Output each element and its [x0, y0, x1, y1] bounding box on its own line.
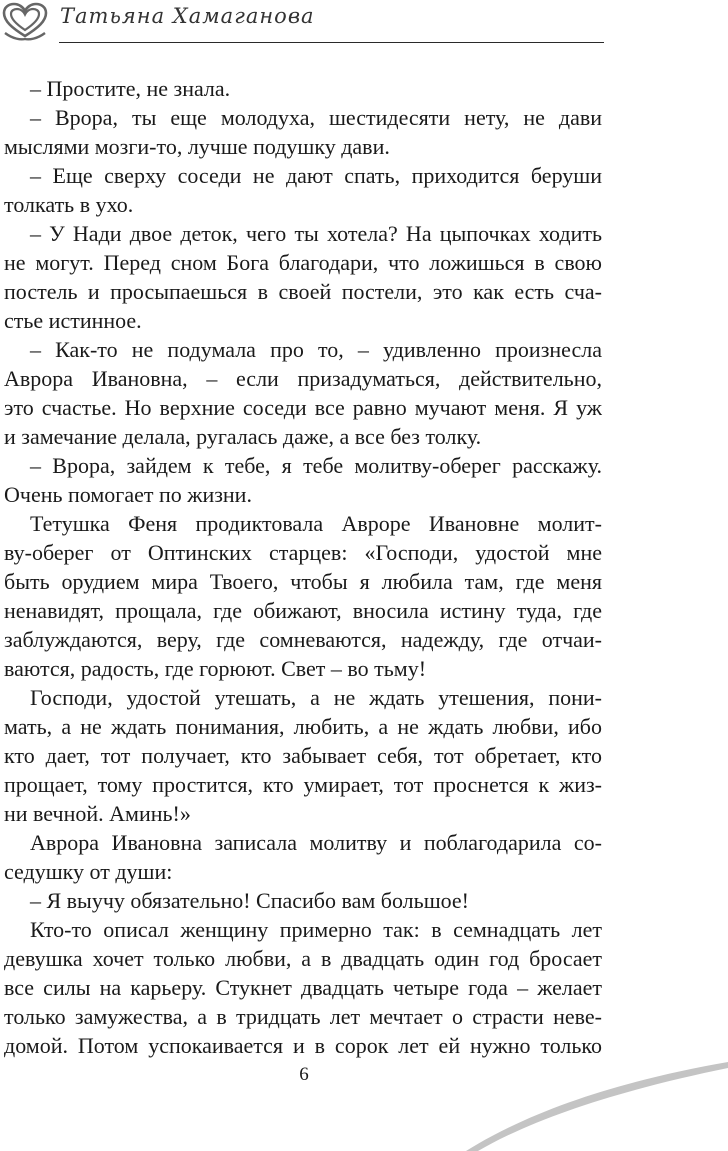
text-line: прощает, тому простится, кто умирает, тот проснется к жиз-	[4, 772, 602, 797]
text-line: это счастье. Но верхние соседи все равно мучают меня. Я уж	[4, 395, 602, 420]
text-line: стье истинное.	[4, 308, 142, 333]
text-line: и замечание делала, ругалась даже, а все без толку.	[4, 424, 482, 449]
text-line: ненавидят, прощала, где обижают, вносила истину туда, где	[4, 598, 602, 623]
text-line: мать, а не ждать понимания, любить, а не ждать любви, ибо	[4, 714, 602, 739]
text-line: заблуждаются, веру, где сомневаются, надежду, где отчаи-	[4, 627, 602, 652]
text-line: Кто-то описал женщину примерно так: в семнадцать лет	[30, 917, 602, 942]
text-line: быть орудием мира Твоего, чтобы я любила там, где меня	[4, 569, 602, 594]
text-line: Очень помогает по жизни.	[4, 482, 252, 507]
text-line: ни вечной. Аминь!»	[4, 801, 191, 826]
text-line: ваются, радость, где горюют. Свет – во тьму!	[4, 656, 427, 681]
text-line: постель и просыпаешься в своей постели, это как есть сча-	[4, 279, 602, 304]
text-line: кто дает, тот получает, кто забывает себя, тот обретает, кто	[4, 743, 602, 768]
text-line: Господи, удостой утешать, а не ждать утешения, пони-	[30, 685, 602, 710]
text-line: – Еще сверху соседи не дают спать, приходится беруши	[30, 163, 602, 188]
text-line: Тетушка Феня продиктовала Авроре Ивановне молит-	[30, 511, 602, 536]
text-line: только замужества, а в тридцать лет мечтает о страсти неве-	[4, 1004, 602, 1029]
text-line: девушка хочет только любви, а в двадцать один год бросает	[4, 946, 602, 971]
text-line: не могут. Перед сном Бога благодари, что ложишься в свою	[4, 250, 602, 275]
text-line: седушку от души:	[4, 859, 173, 884]
text-line: – У Нади двое деток, чего ты хотела? На цыпочках ходить	[30, 221, 602, 246]
text-line: все силы на карьеру. Стукнет двадцать четыре года – желает	[4, 975, 602, 1000]
text-line: домой. Потом успокаивается и в сорок лет ей нужно только	[4, 1033, 602, 1058]
text-line: Аврора Ивановна, – если призадуматься, действительно,	[4, 366, 602, 391]
text-line: – Врора, ты еще молодуха, шестидесяти нету, не дави	[30, 105, 602, 130]
text-line: ву-оберег от Оптинских старцев: «Господи, удостой мне	[4, 540, 602, 565]
text-line: – Врора, зайдем к тебе, я тебе молитву-оберег расскажу.	[30, 453, 602, 478]
text-line: толкать в ухо.	[4, 192, 134, 217]
text-line: – Простите, не знала.	[30, 76, 231, 101]
text-line: мыслями мозги-то, лучше подушку дави.	[4, 134, 390, 159]
page-header	[0, 0, 728, 48]
swoosh-decoration	[0, 1040, 728, 1151]
text-line: – Я выучу обязательно! Спасибо вам большое!	[30, 888, 469, 913]
header-rule	[59, 42, 604, 43]
hearts-logo-icon	[2, 2, 48, 42]
page-body	[4, 74, 602, 1060]
text-line: – Как-то не подумала про то, – удивленно произнесла	[30, 337, 602, 362]
running-head-author: Татьяна Хамаганова	[60, 4, 315, 28]
page-number: 6	[299, 1064, 309, 1085]
text-line: Аврора Ивановна записала молитву и поблагодарила со-	[30, 830, 602, 855]
